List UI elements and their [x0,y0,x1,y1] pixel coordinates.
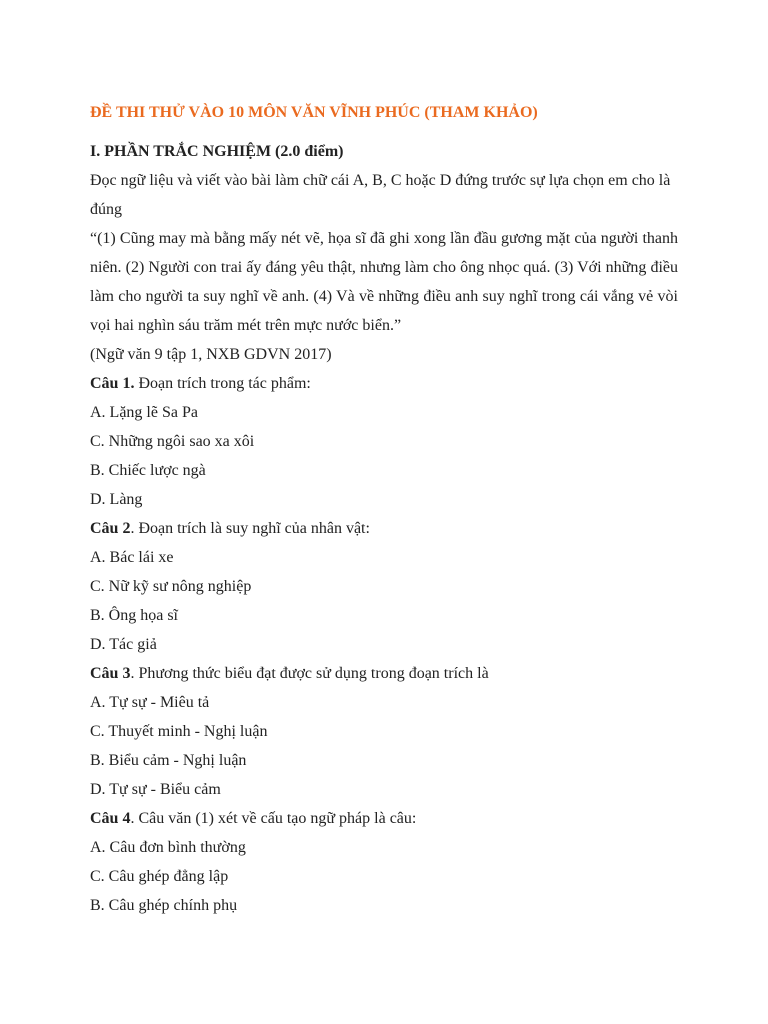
question-label: Câu 1. [90,375,135,392]
question-label: Câu 2 [90,520,131,537]
section-heading: I. PHẦN TRẮC NGHIỆM (2.0 điểm) [90,143,344,160]
question-1 [90,369,678,398]
answer-option: A. Bác lái xe [90,549,174,566]
answer-option: D. Tự sự - Biểu cảm [90,781,221,798]
answer-option: D. Làng [90,491,143,508]
question-text: Đoạn trích trong tác phẩm: [134,375,311,392]
question-4 [90,804,678,833]
answer-option: B. Chiếc lược ngà [90,462,206,479]
question-text: . Phương thức biểu đạt được sử dụng trong đoạn trích là [130,665,489,682]
instruction-text: Đọc ngữ liệu và viết vào bài làm chữ cái A, B, C hoặc D đứng trước sự lựa chọn em cho là đúng [90,172,671,218]
answer-option: C. Những ngôi sao xa xôi [90,433,255,450]
answer-option: A. Lặng lẽ Sa Pa [90,404,198,421]
answer-option: A. Câu đơn bình thường [90,839,246,856]
question-3 [90,659,678,688]
answer-option: C. Thuyết minh - Nghị luận [90,723,268,740]
answer-option: C. Nữ kỹ sư nông nghiệp [90,578,252,595]
document-title: ĐỀ THI THỬ VÀO 10 MÔN VĂN VĨNH PHÚC (THAM KHẢO) [90,104,538,121]
source-citation: (Ngữ văn 9 tập 1, NXB GDVN 2017) [90,346,332,363]
question-label: Câu 4 [90,810,131,827]
passage-text: “(1) Cũng may mà bằng mấy nét vẽ, họa sĩ đã ghi xong lần đầu gương mặt của người thanh niên. (2) Người con trai ấy đáng yêu thật, nhưng làm cho ông nhọc quá. (3) Với những điều làm cho người ta suy nghĩ về anh. (4) Và về những điều anh suy nghĩ trong cái vắng vẻ vòi vọi hai nghìn sáu trăm mét trên mực nước biển.” [90,230,678,334]
question-text: . Câu văn (1) xét về cấu tạo ngữ pháp là câu: [130,810,417,827]
answer-option: A. Tự sự - Miêu tả [90,694,210,711]
question-text: . Đoạn trích là suy nghĩ của nhân vật: [130,520,370,537]
question-2 [90,514,678,543]
question-label: Câu 3 [90,665,131,682]
answer-option: B. Câu ghép chính phụ [90,897,238,914]
document-page [90,98,678,920]
answer-option: D. Tác giả [90,636,157,653]
answer-option: B. Ông họa sĩ [90,607,178,624]
answer-option: C. Câu ghép đẳng lập [90,868,229,885]
answer-option: B. Biểu cảm - Nghị luận [90,752,247,769]
